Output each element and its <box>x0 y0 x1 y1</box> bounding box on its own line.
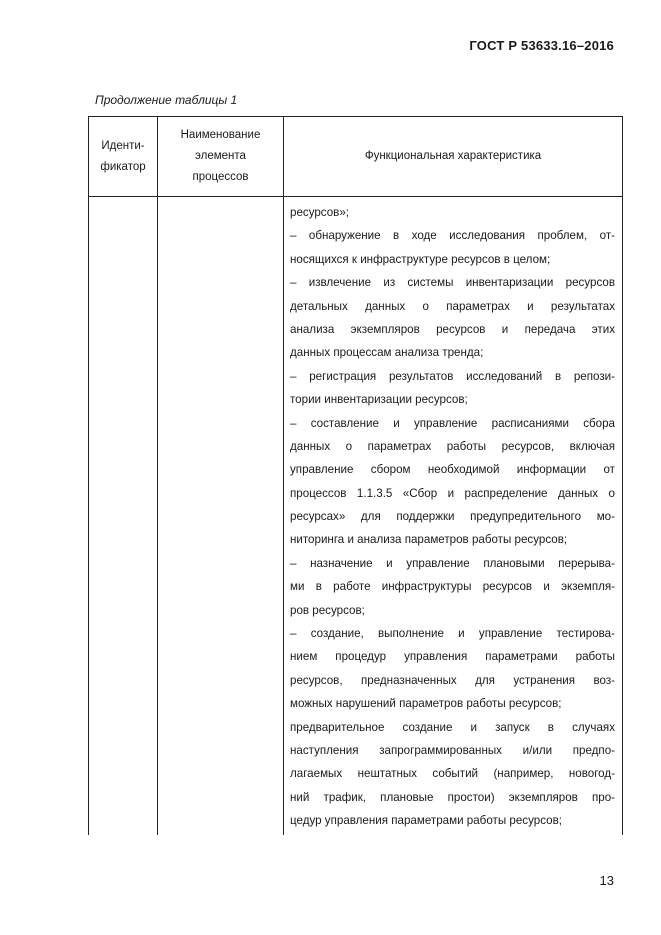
text-line: ров ресурсов; <box>290 603 365 617</box>
column-header-line: процессов <box>192 171 249 183</box>
text-line: предварительное создание и запуск в случаях <box>290 720 615 734</box>
text-line: лагаемых нештатных событий (например, новогод- <box>290 767 615 781</box>
text-line: носящихся к инфраструктуре ресурсов в целом; <box>290 252 551 266</box>
table <box>88 116 623 835</box>
text-line: ний трафик, плановые простои) экземпляров про- <box>290 790 615 804</box>
text-line: анализа экземпляров ресурсов и передача этих <box>290 322 615 336</box>
text-line: ми в работе инфраструктуры ресурсов и экземпля- <box>290 580 615 594</box>
text-line: ресурсах» для поддержки предупредительного мо- <box>290 510 615 524</box>
column-header-identifier <box>89 117 157 196</box>
text-line: данных о параметрах работы ресурсов, включая <box>290 439 615 453</box>
header-divider <box>89 196 622 197</box>
column-divider <box>157 117 158 835</box>
column-header-line: Функциональная характеристика <box>364 150 542 162</box>
text-line: ресурсов»; <box>290 206 350 219</box>
text-line: – составление и управление расписаниями сбора <box>290 416 615 430</box>
text-line: данных процессам анализа тренда; <box>290 346 484 360</box>
text-line: – обнаружение в ходе исследования проблем, от- <box>290 229 615 243</box>
page-number: 13 <box>599 873 614 888</box>
text-line: – регистрация результатов исследований в репози- <box>290 369 615 383</box>
text-line: тории инвентаризации ресурсов; <box>290 393 468 407</box>
text-line: управление сбором необходимой информации от <box>290 463 615 477</box>
text-line: ниторинга и анализа параметров работы ресурсов; <box>290 533 568 547</box>
text-line: – назначение и управление плановыми перерыва- <box>290 556 615 570</box>
functional-characteristic-cell <box>290 201 615 833</box>
column-header-line: Наименование <box>180 129 261 141</box>
column-header-line: Иденти- <box>101 139 145 152</box>
text-line: нием процедур управления параметрами работы <box>290 650 615 664</box>
column-divider <box>283 117 284 835</box>
text-line: ресурсов, предназначенных для устранения воз- <box>290 673 615 687</box>
table-caption: Продолжение таблицы 1 <box>95 93 238 107</box>
text-line: можных нарушений параметров работы ресурсов; <box>290 697 562 711</box>
column-header-functional-characteristic <box>284 117 622 196</box>
text-line: наступления запрограммированных и/или предпо- <box>290 743 615 757</box>
text-line: процессов 1.1.3.5 «Сбор и распределение данных о <box>290 486 615 500</box>
column-header-process-name <box>158 117 283 196</box>
text-line: – извлечение из системы инвентаризации ресурсов <box>290 276 615 290</box>
text-line: – создание, выполнение и управление тестирова- <box>290 627 615 641</box>
text-line: детальных данных о параметрах и результатах <box>290 299 615 313</box>
text-line: цедур управления параметрами работы ресурсов; <box>290 814 562 828</box>
column-header-line: фикатор <box>100 160 146 173</box>
document-code: ГОСТ Р 53633.16–2016 <box>469 38 614 53</box>
column-header-line: элемента <box>195 150 246 162</box>
